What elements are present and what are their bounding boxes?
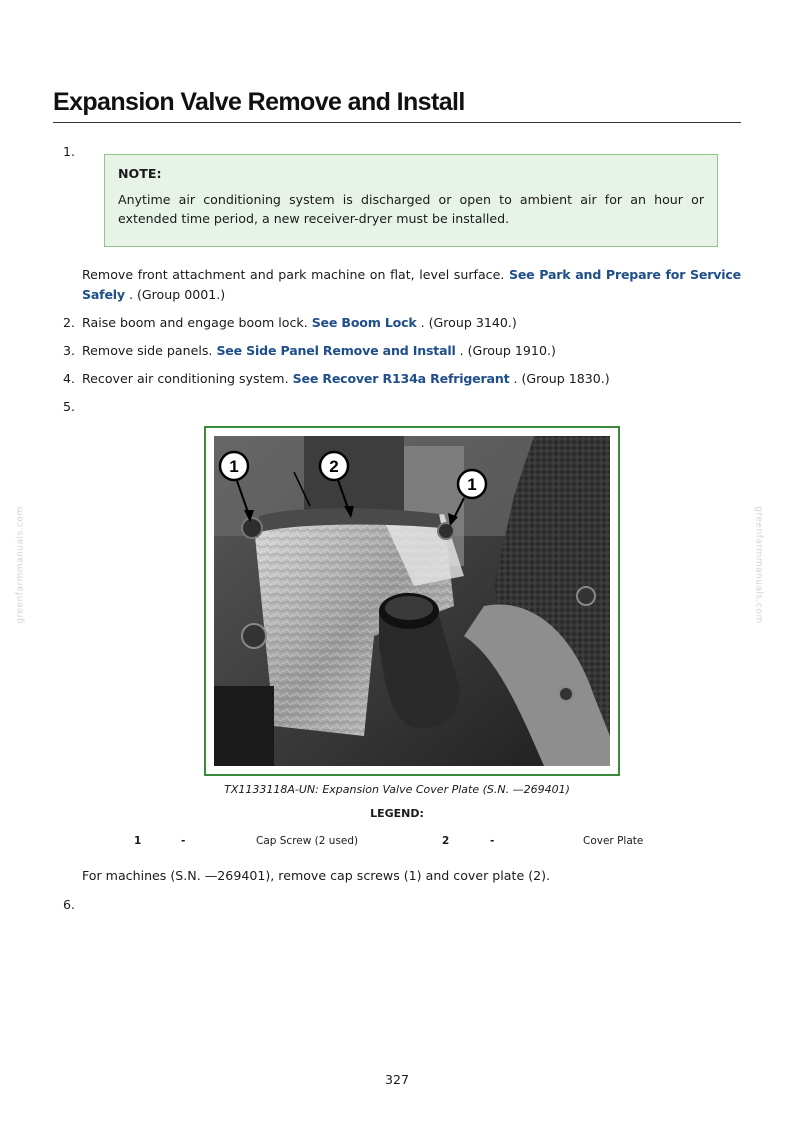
note-heading: NOTE: bbox=[118, 166, 162, 181]
step-4-instruction: Recover air conditioning system. bbox=[82, 371, 289, 386]
step-5-number: 5. bbox=[63, 399, 76, 414]
step-4-suffix: . (Group 1830.) bbox=[513, 371, 610, 386]
step-1-instruction: Remove front attachment and park machine on flat, level surface. bbox=[82, 267, 505, 282]
legend-label-2: Cover Plate bbox=[583, 835, 644, 847]
expansion-valve-photo bbox=[214, 436, 610, 766]
link-recover-refrigerant[interactable]: See Recover R134a Refrigerant bbox=[292, 371, 510, 386]
step-6-number: 6. bbox=[63, 897, 76, 912]
legend-dash-2: - bbox=[490, 835, 495, 847]
step-1-number: 1. bbox=[63, 144, 76, 159]
watermark-right: greenfarmmanuals.com bbox=[753, 506, 764, 624]
page-title: Expansion Valve Remove and Install bbox=[53, 88, 465, 116]
legend-key-1: 1 bbox=[134, 835, 142, 847]
watermark-left: greenfarmmanuals.com bbox=[15, 506, 26, 624]
link-side-panel[interactable]: See Side Panel Remove and Install bbox=[216, 343, 456, 358]
callout-1-right-label: 1 bbox=[467, 475, 477, 494]
step-4-number: 4. bbox=[63, 371, 76, 386]
link-boom-lock[interactable]: See Boom Lock bbox=[311, 315, 417, 330]
step-3-instruction: Remove side panels. bbox=[82, 343, 213, 358]
legend-key-2: 2 bbox=[442, 835, 450, 847]
legend-heading: LEGEND: bbox=[370, 807, 424, 820]
step-3-suffix: . (Group 1910.) bbox=[459, 343, 556, 358]
legend-dash-1: - bbox=[181, 835, 186, 847]
title-divider bbox=[53, 122, 741, 123]
step-1-suffix: . (Group 0001.) bbox=[128, 287, 226, 302]
step-2-text bbox=[82, 313, 741, 333]
step-2-suffix: . (Group 3140.) bbox=[420, 315, 517, 330]
callout-1-left-label: 1 bbox=[229, 457, 239, 476]
step-3-number: 3. bbox=[63, 343, 76, 358]
step-1-text bbox=[82, 265, 741, 305]
page-number: 327 bbox=[384, 1072, 410, 1087]
note-box bbox=[104, 154, 718, 247]
note-body: Anytime air conditioning system is discharged or open to ambient air for an hour or extended time period, a new receiver-dryer must be installed. bbox=[118, 192, 704, 226]
step-2-number: 2. bbox=[63, 315, 76, 330]
step-3-text bbox=[82, 341, 741, 361]
callout-2-label: 2 bbox=[329, 457, 339, 476]
step-2-instruction: Raise boom and engage boom lock. bbox=[82, 315, 308, 330]
figure-caption: TX1133118A-UN: Expansion Valve Cover Plate (S.N. —269401) bbox=[224, 783, 570, 796]
legend-label-1: Cap Screw (2 used) bbox=[256, 835, 359, 847]
link-park-and-prepare[interactable]: See Park and Prepare for Service Safely bbox=[82, 267, 742, 302]
step-4-text bbox=[82, 369, 741, 389]
figure-expansion-valve-cover bbox=[204, 426, 620, 776]
step-5-text: For machines (S.N. —269401), remove cap screws (1) and cover plate (2). bbox=[82, 868, 551, 883]
